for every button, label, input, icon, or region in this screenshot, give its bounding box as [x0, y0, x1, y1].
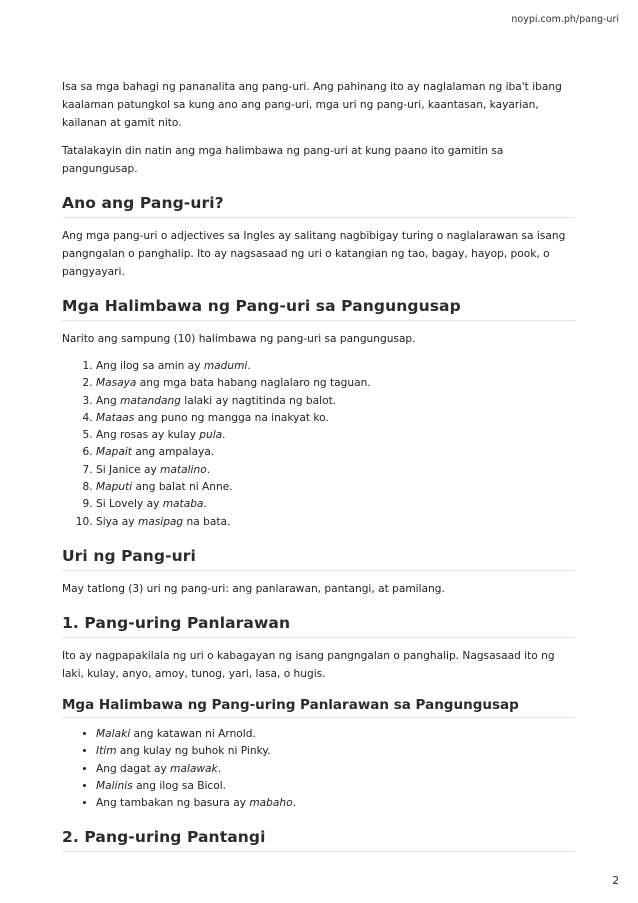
heading-uri-ng-pang-uri: Uri ng Pang-uri: [62, 547, 575, 571]
list-item: • Malaki ang katawan ni Arnold.: [96, 726, 575, 743]
intro-paragraph-1: Isa sa mga bahagi ng pananalita ang pang-uri. Ang pahinang ito ay naglalaman ng iba't ibang kaalaman patungkol sa kung ano ang pang-uri, mga uri ng pang-uri, kaantasan, kayarian, kailanan at gamit nito.: [62, 81, 562, 129]
list-item: 3. Ang matandang lalaki ay nagtitinda ng balot.: [96, 393, 575, 410]
heading-pang-uring-pantangi: 2. Pang-uring Pantangi: [62, 828, 575, 852]
list-item: 5. Ang rosas ay kulay pula.: [96, 427, 575, 444]
heading-mga-halimbawa: Mga Halimbawa ng Pang-uri sa Pangungusap: [62, 297, 575, 321]
list-item: • Ang dagat ay malawak.: [96, 761, 575, 778]
list-item: 2. Masaya ang mga bata habang naglalaro ng taguan.: [96, 375, 575, 392]
list-item: 9. Si Lovely ay mataba.: [96, 496, 575, 513]
list-item: 7. Si Janice ay matalino.: [96, 462, 575, 479]
list-item: • Itim ang kulay ng buhok ni Pinky.: [96, 743, 575, 760]
list-item: • Ang tambakan ng basura ay mabaho.: [96, 795, 575, 812]
uri-paragraph: May tatlong (3) uri ng pang-uri: ang panlarawan, pantangi, at pamilang.: [62, 582, 445, 595]
panlarawan-paragraph: Ito ay nagpapakilala ng uri o kabagayan ng isang pangngalan o panghalip. Nagsasaad ito ng laki, kulay, anyo, amoy, tunog, yari, lasa, o hugis.: [62, 649, 555, 680]
list-item: 1. Ang ilog sa amin ay madumi.: [96, 358, 575, 375]
list-item: • Malinis ang ilog sa Bicol.: [96, 778, 575, 795]
definition-paragraph: Ang mga pang-uri o adjectives sa Ingles ay salitang nagbibigay turing o naglalarawan sa isang pangngalan o panghalip. Ito ay nagsasaad ng uri o katangian ng tao, bagay, hayop, pook, o pangyayari.: [62, 230, 566, 278]
list-item: 10. Siya ay masipag na bata.: [96, 514, 575, 531]
examples-list: [62, 358, 575, 531]
panlarawan-examples-list: [62, 726, 575, 812]
source-url: noypi.com.ph/pang-uri: [511, 14, 619, 25]
examples-intro: Narito ang sampung (10) halimbawa ng pang-uri sa pangungusap.: [62, 333, 416, 345]
document-body: [62, 78, 575, 861]
list-item: 6. Mapait ang ampalaya.: [96, 444, 575, 461]
page-number: 2: [612, 875, 619, 887]
intro-paragraph-2: Tatalakayin din natin ang mga halimbawa ng pang-uri at kung paano ito gamitin sa pangungusap.: [62, 145, 504, 175]
heading-ano-ang-pang-uri: Ano ang Pang-uri?: [62, 194, 575, 218]
heading-pang-uring-panlarawan: 1. Pang-uring Panlarawan: [62, 614, 575, 638]
list-item: 8. Maputi ang balat ni Anne.: [96, 479, 575, 496]
subheading-panlarawan-examples: Mga Halimbawa ng Pang-uring Panlarawan sa Pangungusap: [62, 697, 575, 718]
list-item: 4. Mataas ang puno ng mangga na inakyat ko.: [96, 410, 575, 427]
